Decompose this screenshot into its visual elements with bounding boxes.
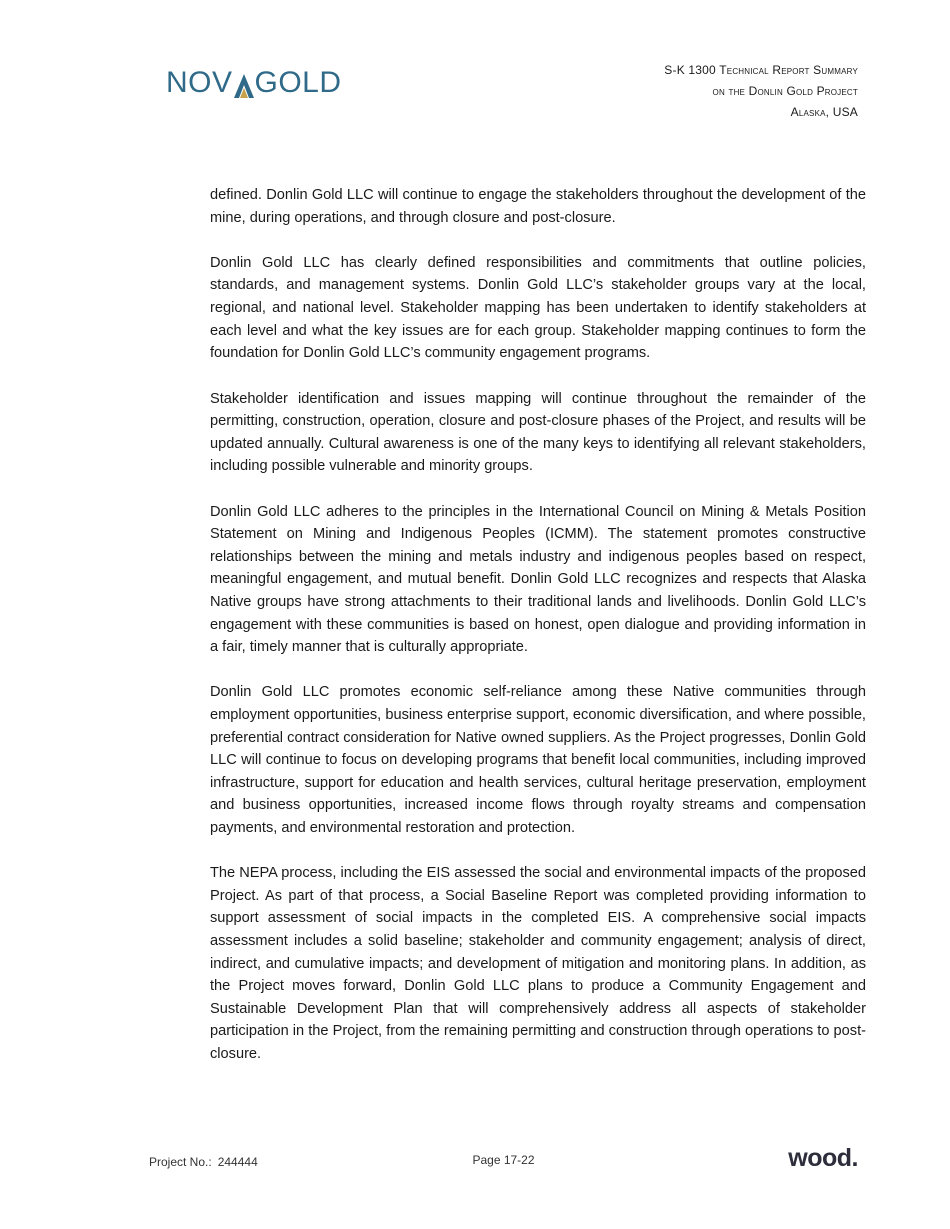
paragraph: Stakeholder identification and issues mapping will continue throughout the remainder of the permitting, construction, operation, closure and post-closure phases of the Project, and results will be updated annually. Cultural awareness is one of the many keys to identifying all relevant stakeholders, including possible vulnerable and minority groups. <box>210 390 866 475</box>
header-title-line-1: S-K 1300 Technical Report Summary <box>664 63 858 77</box>
document-body <box>210 184 866 1088</box>
paragraph: Donlin Gold LLC adheres to the principles in the International Council on Mining & Metals Position Statement on Mining and Indigenous Peoples (ICMM). The statement promotes constructive relationships between the mining and metals industry and indigenous peoples based on respect, meaningful engagement, and mutual benefit. Donlin Gold LLC recognizes and respects that Alaska Native groups have strong attachments to their traditional lands and livelihoods. Donlin Gold LLC’s engagement with these communities is based on honest, open dialogue and providing information in a fair, timely manner that is culturally appropriate. <box>210 503 866 656</box>
header-title-line-3: Alaska, USA <box>790 105 858 119</box>
project-number-value: 244444 <box>217 1155 258 1169</box>
paragraph: Donlin Gold LLC has clearly defined responsibilities and commitments that outline policies, standards, and management systems. Donlin Gold LLC’s stakeholder groups vary at the local, regional, and national level. Stakeholder mapping has been undertaken to identify stakeholders at each level and what the key issues are for each group. Stakeholder mapping continues to form the foundation for Donlin Gold LLC’s community engagement programs. <box>210 254 866 362</box>
report-header <box>664 60 858 123</box>
paragraph: defined. Donlin Gold LLC will continue to engage the stakeholders throughout the development of the mine, during operations, and through closure and post-closure. <box>210 187 866 226</box>
novagold-logo <box>166 64 342 98</box>
wood-logo: wood. <box>788 1144 858 1172</box>
page-number: Page 17-22 <box>472 1153 535 1167</box>
logo-text-right: GOLD <box>254 66 342 99</box>
project-number-label: Project No.: <box>149 1155 212 1169</box>
logo-text-left: NOV <box>166 66 233 99</box>
paragraph: Donlin Gold LLC promotes economic self-reliance among these Native communities through employment opportunities, business enterprise support, economic diversification, and where possible, preferential contract consideration for Native owned suppliers. As the Project progresses, Donlin Gold LLC will continue to focus on developing programs that benefit local communities, including improved infrastructure, support for education and health services, cultural heritage preservation, employment and business opportunities, increased income flows through royalty streams and compensation payments, and environmental restoration and protection. <box>210 684 866 836</box>
logo-a-mark-icon <box>232 72 256 98</box>
header-title-line-2: on the Donlin Gold Project <box>712 84 858 98</box>
paragraph: The NEPA process, including the EIS assessed the social and environmental impacts of the proposed Project. As part of that process, a Social Baseline Report was completed providing information to support assessment of social impacts in the completed EIS. A comprehensive social impacts assessment includes a solid baseline; stakeholder and community engagement; analysis of direct, indirect, and cumulative impacts; and development of mitigation and monitoring plans. In addition, as the Project moves forward, Donlin Gold LLC plans to produce a Community Engagement and Sustainable Development Plan that will comprehensively address all aspects of stakeholder participation in the Project, from the remaining permitting and construction through operations to post-closure. <box>210 865 866 1063</box>
